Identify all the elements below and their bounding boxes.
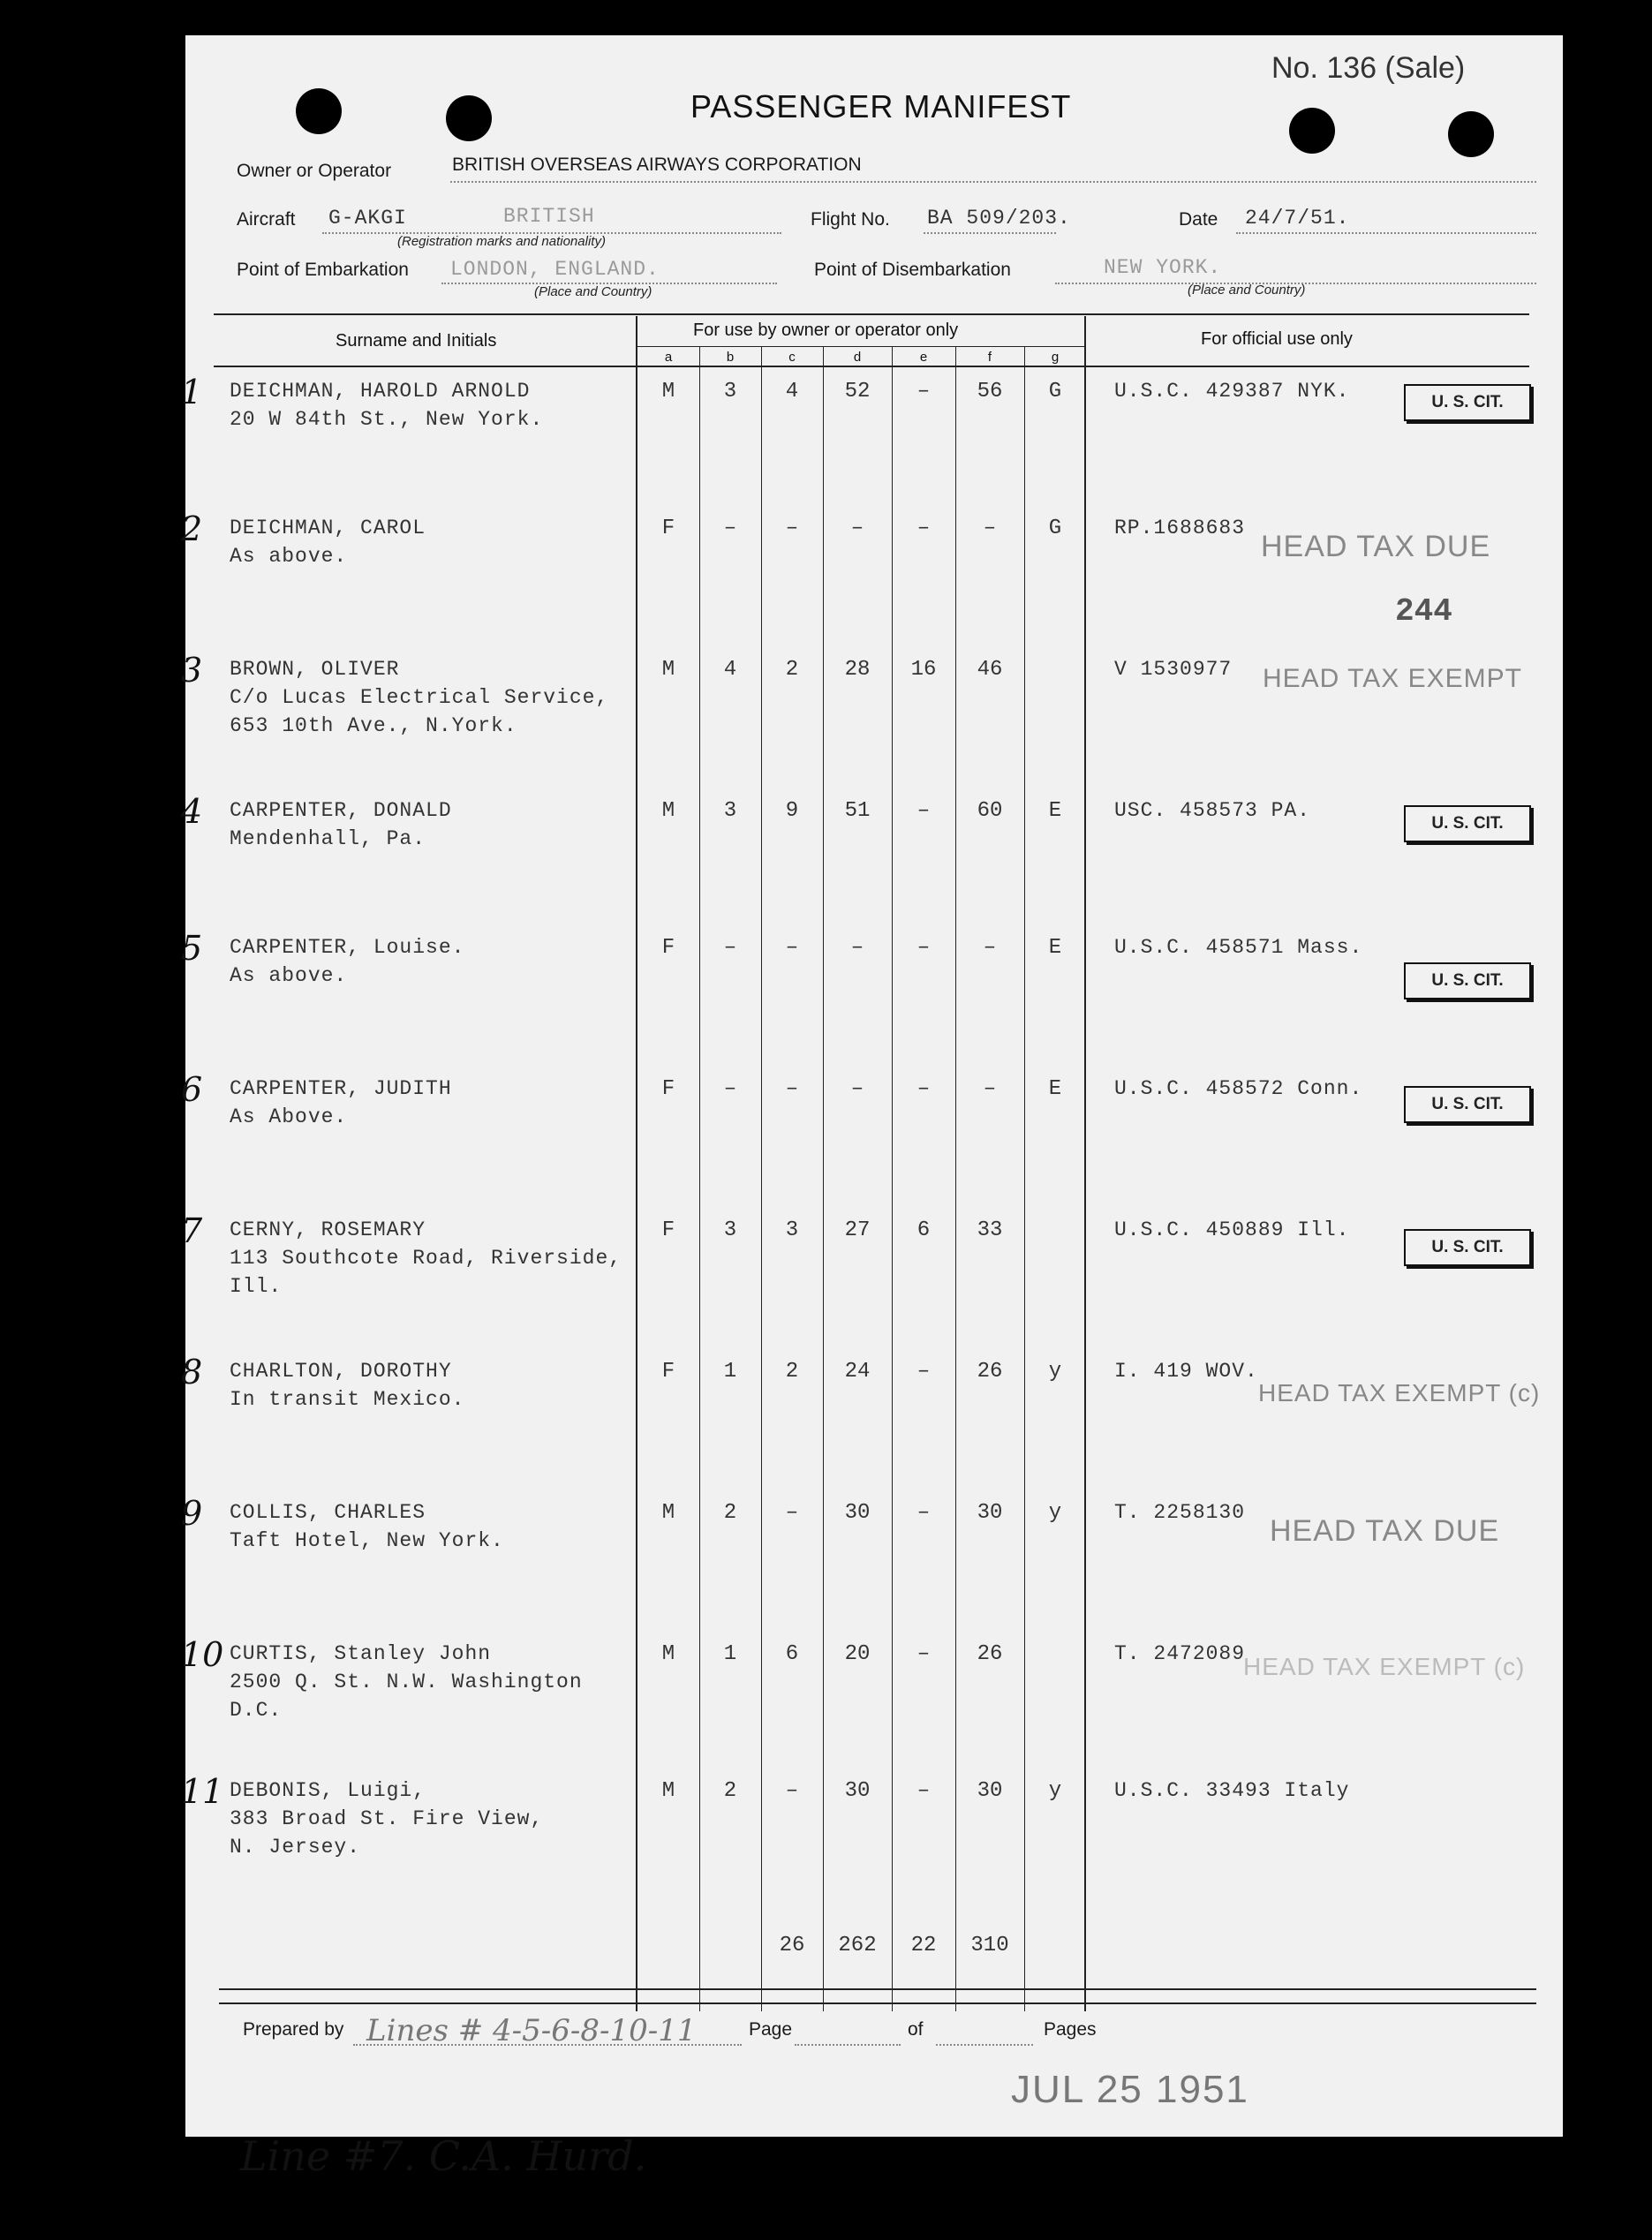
col-header-e: e	[919, 350, 928, 365]
col-header-g: g	[1051, 350, 1060, 365]
registration-note: (Registration marks and nationality)	[397, 234, 606, 249]
cell-g: E	[1048, 1077, 1062, 1101]
flight-label: Flight No.	[811, 209, 890, 230]
total-c: 26	[779, 1934, 805, 1957]
cell-b: 2	[723, 1501, 737, 1525]
row-number: 10	[181, 1635, 224, 1674]
row-number: 4	[181, 792, 203, 831]
col-header-a: a	[664, 350, 673, 365]
cell-c: 4	[785, 380, 799, 404]
passenger-address: As above.	[230, 964, 348, 987]
cell-c: –	[785, 936, 799, 960]
total-f: 310	[970, 1934, 1009, 1957]
cell-b: 4	[723, 658, 737, 682]
cell-b: –	[723, 517, 737, 540]
cell-e: –	[917, 1779, 931, 1803]
surname-header: Surname and Initials	[336, 331, 497, 351]
col-header-b: b	[726, 350, 735, 365]
passenger-name: COLLIS, CHARLES	[230, 1501, 426, 1524]
aircraft-label: Aircraft	[237, 209, 296, 230]
passenger-name: CARPENTER, Louise.	[230, 936, 465, 959]
head-tax-exempt-stamp: HEAD TAX EXEMPT (c)	[1258, 1379, 1541, 1407]
passenger-name: BROWN, OLIVER	[230, 658, 400, 681]
cell-f: 60	[977, 799, 1003, 823]
cell-c: 2	[785, 1360, 799, 1384]
cell-b: 3	[723, 799, 737, 823]
row-number: 3	[181, 651, 203, 690]
passenger-address: N. Jersey.	[230, 1836, 361, 1859]
official-entry: U.S.C. 458571 Mass.	[1114, 936, 1363, 959]
passenger-address: C/o Lucas Electrical Service,	[230, 686, 609, 709]
cell-e: 6	[917, 1218, 931, 1242]
owner-use-header: For use by owner or operator only	[693, 321, 959, 340]
cell-d: 27	[844, 1218, 871, 1242]
owner-value: BRITISH OVERSEAS AIRWAYS CORPORATION	[452, 155, 862, 175]
cell-g: y	[1048, 1501, 1062, 1525]
place-note-disembark: (Place and Country)	[1188, 283, 1306, 298]
cell-f: 46	[977, 658, 1003, 682]
cell-a: M	[661, 1642, 675, 1666]
total-d: 262	[838, 1934, 877, 1957]
cell-c: 9	[785, 799, 799, 823]
cell-e: –	[917, 517, 931, 540]
passenger-address: As above.	[230, 545, 348, 568]
cell-g: y	[1048, 1360, 1062, 1384]
cell-b: –	[723, 1077, 737, 1101]
passenger-address: 383 Broad St. Fire View,	[230, 1807, 544, 1830]
punch-hole	[1448, 111, 1494, 157]
punch-hole	[446, 95, 492, 141]
cell-g: y	[1048, 1779, 1062, 1803]
punch-hole	[1289, 108, 1335, 154]
cell-f: 26	[977, 1642, 1003, 1666]
page-label: Page	[749, 2019, 793, 2040]
cell-c: –	[785, 1779, 799, 1803]
owner-label: Owner or Operator	[237, 161, 392, 181]
head-tax-number: 244	[1395, 593, 1452, 630]
handwritten-signature: Line #7. C.A. Hurd.	[240, 2132, 647, 2180]
cell-f: 26	[977, 1360, 1003, 1384]
passenger-address: Ill.	[230, 1275, 283, 1298]
cell-e: –	[917, 936, 931, 960]
cell-d: –	[850, 517, 864, 540]
cell-a: F	[661, 1360, 675, 1384]
cell-b: 3	[723, 380, 737, 404]
date-received-stamp: JUL 25 1951	[1011, 2068, 1249, 2111]
cell-g: E	[1048, 936, 1062, 960]
passenger-name: CHARLTON, DOROTHY	[230, 1360, 452, 1383]
official-use-header: For official use only	[1201, 329, 1353, 349]
page-title: PASSENGER MANIFEST	[690, 88, 1072, 124]
passenger-name: CURTIS, Stanley John	[230, 1642, 492, 1665]
us-cit-stamp: U. S. CIT.	[1404, 384, 1531, 421]
official-entry: U.S.C. 458572 Conn.	[1114, 1077, 1363, 1100]
cell-c: –	[785, 1077, 799, 1101]
flight-value: BA 509/203.	[927, 207, 1071, 230]
cell-a: M	[661, 658, 675, 682]
cell-e: –	[917, 1642, 931, 1666]
official-entry: U.S.C. 429387 NYK.	[1114, 380, 1350, 403]
us-cit-stamp: U. S. CIT.	[1404, 1229, 1531, 1266]
aircraft-value: G-AKGI	[328, 207, 407, 230]
cell-a: M	[661, 1779, 675, 1803]
cell-c: –	[785, 517, 799, 540]
cell-b: 3	[723, 1218, 737, 1242]
head-tax-due-stamp: HEAD TAX DUE	[1270, 1514, 1500, 1548]
disembarkation-label: Point of Disembarkation	[814, 260, 1011, 280]
cell-a: F	[661, 517, 675, 540]
us-cit-stamp: U. S. CIT.	[1404, 805, 1531, 842]
place-note-embark: (Place and Country)	[534, 284, 653, 299]
passenger-name: DEICHMAN, CAROL	[230, 517, 426, 539]
cell-f: –	[983, 936, 997, 960]
cell-f: 33	[977, 1218, 1003, 1242]
cell-e: –	[917, 1501, 931, 1525]
col-header-f: f	[987, 350, 992, 365]
passenger-address: In transit Mexico.	[230, 1388, 465, 1411]
row-number: 6	[181, 1070, 203, 1109]
cell-g: G	[1048, 380, 1062, 404]
cell-d: –	[850, 1077, 864, 1101]
us-cit-stamp: U. S. CIT.	[1404, 1086, 1531, 1123]
row-number: 9	[181, 1494, 203, 1533]
row-number: 1	[181, 373, 203, 411]
embarkation-label: Point of Embarkation	[237, 260, 409, 280]
cell-b: 1	[723, 1360, 737, 1384]
form-number: No. 136 (Sale)	[1271, 51, 1466, 85]
cell-d: 30	[844, 1501, 871, 1525]
passenger-address: Taft Hotel, New York.	[230, 1529, 504, 1552]
cell-b: 2	[723, 1779, 737, 1803]
disembarkation-value: NEW YORK.	[1104, 256, 1222, 279]
col-header-d: d	[853, 350, 862, 365]
col-header-c: c	[788, 350, 796, 365]
cell-d: 24	[844, 1360, 871, 1384]
prepared-by-label: Prepared by	[243, 2019, 344, 2040]
cell-f: –	[983, 517, 997, 540]
official-entry: V 1530977	[1114, 658, 1233, 681]
official-entry: I. 419 WOV.	[1114, 1360, 1258, 1383]
manifest-sheet	[181, 35, 1563, 2180]
total-e: 22	[910, 1934, 937, 1957]
date-value: 24/7/51.	[1245, 207, 1350, 230]
passenger-name: DEICHMAN, HAROLD ARNOLD	[230, 380, 531, 403]
cell-a: F	[661, 936, 675, 960]
cell-d: –	[850, 936, 864, 960]
cell-c: 6	[785, 1642, 799, 1666]
head-tax-due-stamp: HEAD TAX DUE	[1261, 530, 1491, 563]
passenger-name: CERNY, ROSEMARY	[230, 1218, 426, 1241]
cell-f: –	[983, 1077, 997, 1101]
cell-d: 28	[844, 658, 871, 682]
cell-d: 51	[844, 799, 871, 823]
passenger-address: Mendenhall, Pa.	[230, 827, 426, 850]
passenger-name: CARPENTER, JUDITH	[230, 1077, 452, 1100]
official-entry: U.S.C. 33493 Italy	[1114, 1779, 1350, 1802]
cell-d: 30	[844, 1779, 871, 1803]
row-number: 8	[181, 1353, 203, 1392]
cell-e: –	[917, 1360, 931, 1384]
head-tax-exempt-stamp: HEAD TAX EXEMPT (c)	[1243, 1653, 1526, 1680]
cell-a: F	[661, 1077, 675, 1101]
official-entry: T. 2258130	[1114, 1501, 1246, 1524]
head-tax-exempt-stamp: HEAD TAX EXEMPT	[1263, 664, 1522, 693]
date-label: Date	[1179, 209, 1218, 230]
cell-e: –	[917, 799, 931, 823]
row-number: 7	[181, 1211, 203, 1250]
cell-d: 20	[844, 1642, 871, 1666]
cell-a: F	[661, 1218, 675, 1242]
passenger-address: 113 Southcote Road, Riverside,	[230, 1247, 622, 1270]
cell-c: –	[785, 1501, 799, 1525]
passenger-address: 2500 Q. St. N.W. Washington	[230, 1671, 583, 1693]
official-entry: USC. 458573 PA.	[1114, 799, 1311, 822]
official-entry: T. 2472089	[1114, 1642, 1246, 1665]
cell-c: 2	[785, 658, 799, 682]
row-number: 11	[181, 1772, 224, 1811]
embarkation-value: LONDON, ENGLAND.	[450, 258, 660, 281]
handwritten-lines-note: Lines # 4-5-6-8-10-11	[366, 2013, 697, 2048]
passenger-address: D.C.	[230, 1699, 283, 1722]
cell-b: –	[723, 936, 737, 960]
cell-c: 3	[785, 1218, 799, 1242]
cell-a: M	[661, 1501, 675, 1525]
cell-e: 16	[910, 658, 937, 682]
cell-d: 52	[844, 380, 871, 404]
passenger-name: DEBONIS, Luigi,	[230, 1779, 426, 1802]
cell-b: 1	[723, 1642, 737, 1666]
of-label: of	[908, 2019, 924, 2040]
punch-hole	[296, 88, 342, 134]
passenger-address: 653 10th Ave., N.York.	[230, 714, 517, 737]
passenger-name: CARPENTER, DONALD	[230, 799, 452, 822]
cell-f: 56	[977, 380, 1003, 404]
cell-g: E	[1048, 799, 1062, 823]
cell-f: 30	[977, 1501, 1003, 1525]
official-entry: U.S.C. 450889 Ill.	[1114, 1218, 1350, 1241]
aircraft-nationality: BRITISH	[503, 205, 595, 228]
pages-label: Pages	[1044, 2019, 1097, 2040]
cell-a: M	[661, 799, 675, 823]
cell-g: G	[1048, 517, 1062, 540]
cell-e: –	[917, 380, 931, 404]
official-entry: RP.1688683	[1114, 517, 1246, 539]
cell-f: 30	[977, 1779, 1003, 1803]
row-number: 5	[181, 929, 203, 968]
passenger-address: As Above.	[230, 1105, 348, 1128]
cell-e: –	[917, 1077, 931, 1101]
row-number: 2	[181, 509, 203, 548]
passenger-address: 20 W 84th St., New York.	[230, 408, 544, 431]
cell-a: M	[661, 380, 675, 404]
us-cit-stamp: U. S. CIT.	[1404, 962, 1531, 999]
